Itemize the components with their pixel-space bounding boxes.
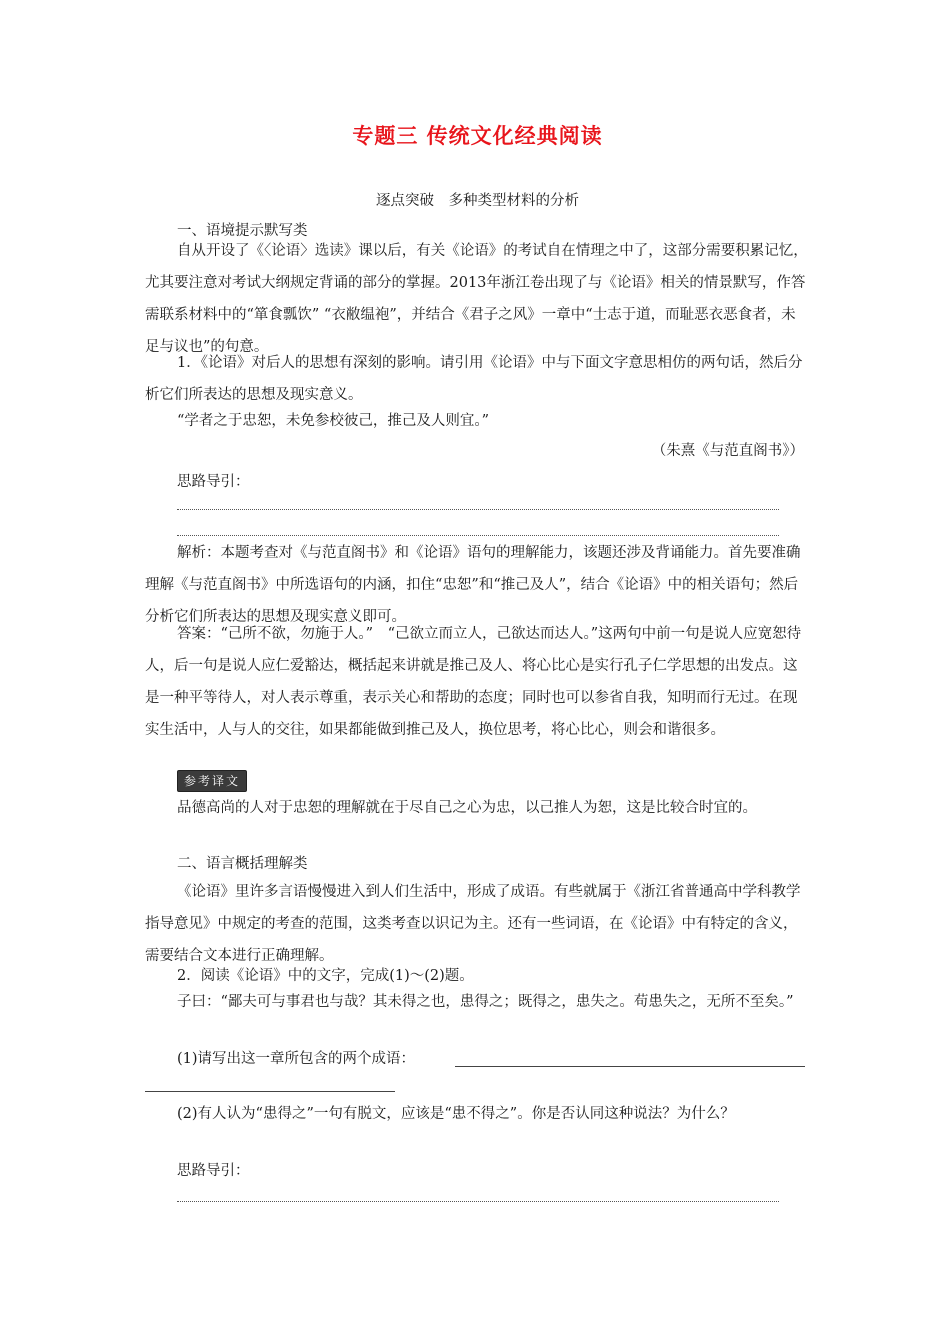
analysis-text: 解析：本题考查对《与范直阁书》和《论语》语句的理解能力，该题还涉及背诵能力。首先要准确理解《与范直阁书》中所选语句的内涵，扣住“忠恕”和“推己及人”，结合《论语》中的相关语句；然后分析它们所表达的思想及现实意义即可。 xyxy=(145,545,801,625)
section2-heading: 二、语言概括理解类 xyxy=(177,856,308,872)
quote-source: （朱熹《与范直阁书》） xyxy=(651,443,804,459)
answer-line xyxy=(455,1066,805,1067)
section2-intro: 《论语》里许多言语慢慢进入到人们生活中，形成了成语。有些就属于《浙江省普通高中学科教学指导意见》中规定的考查的范围，这类考查以识记为主。还有一些词语，在《论语》中有特定的含义，需要结合文本进行正确理解。 xyxy=(145,884,801,964)
answer-line xyxy=(177,1201,779,1202)
translation-text: 品德高尚的人对于忠恕的理解就在于尽自己之心为忠，以己推人为恕，这是比较合时宜的。 xyxy=(177,800,757,816)
quote-text: “学者之于忠恕，未免参校彼己，推己及人则宜。” xyxy=(177,413,490,429)
answer-line xyxy=(177,509,779,510)
answer-text: 答案：“己所不欲，勿施于人。” “己欲立而立人，己欲达而达人。”这两句中前一句是说人应宽恕待人，后一句是说人应仁爱豁达，概括起来讲就是推己及人、将心比心是实行孔子仁学思想的出发点。这是一种平等待人，对人表示尊重，表示关心和帮助的态度；同时也可以参省自我，知明而行无过。在现实生活中，人与人的交往，如果都能做到推己及人，换位思考，将心比心，则会和谐很多。 xyxy=(145,626,802,738)
analects-text: 子曰：“鄙夫可与事君也与哉？其未得之也，患得之；既得之，患失之。苟患失之，无所不至矣。” xyxy=(177,994,794,1010)
answer-line xyxy=(145,1091,395,1092)
section1-intro: 自从开设了《〈论语〉选读》课以后，有关《论语》的考试自在情理之中了，这部分需要积累记忆，尤其要注意对考试大纲规定背诵的部分的掌握。2013年浙江卷出现了与《论语》相关的情景默写，作答需联系材料中的“箪食瓢饮” “衣敝缊袍”，并结合《君子之风》一章中“士志于道，而耻恶衣恶食者，未足与议也”的句意。 xyxy=(145,243,808,355)
guide-label-1: 思路导引： xyxy=(177,474,250,490)
subquestion-2: (2)有人认为“患得之”一句有脱文，应该是“患不得之”。你是否认同这种说法？为什么？ xyxy=(177,1106,735,1122)
reference-translation-badge: 参考译文 xyxy=(177,770,247,792)
question-1: 1．《论语》对后人的思想有深刻的影响。请引用《论语》中与下面文字意思相仿的两句话，然后分析它们所表达的思想及现实意义。 xyxy=(145,355,803,403)
section-subtitle: 逐点突破 多种类型材料的分析 xyxy=(376,193,579,209)
guide-label-2: 思路导引： xyxy=(177,1163,250,1179)
page-title: 专题三 传统文化经典阅读 xyxy=(352,124,603,148)
section1-heading: 一、语境提示默写类 xyxy=(177,223,308,239)
question-2: 2．阅读《论语》中的文字，完成(1)～(2)题。 xyxy=(177,968,474,984)
answer-line xyxy=(177,535,779,536)
subquestion-1: (1)请写出这一章所包含的两个成语： xyxy=(177,1051,416,1067)
